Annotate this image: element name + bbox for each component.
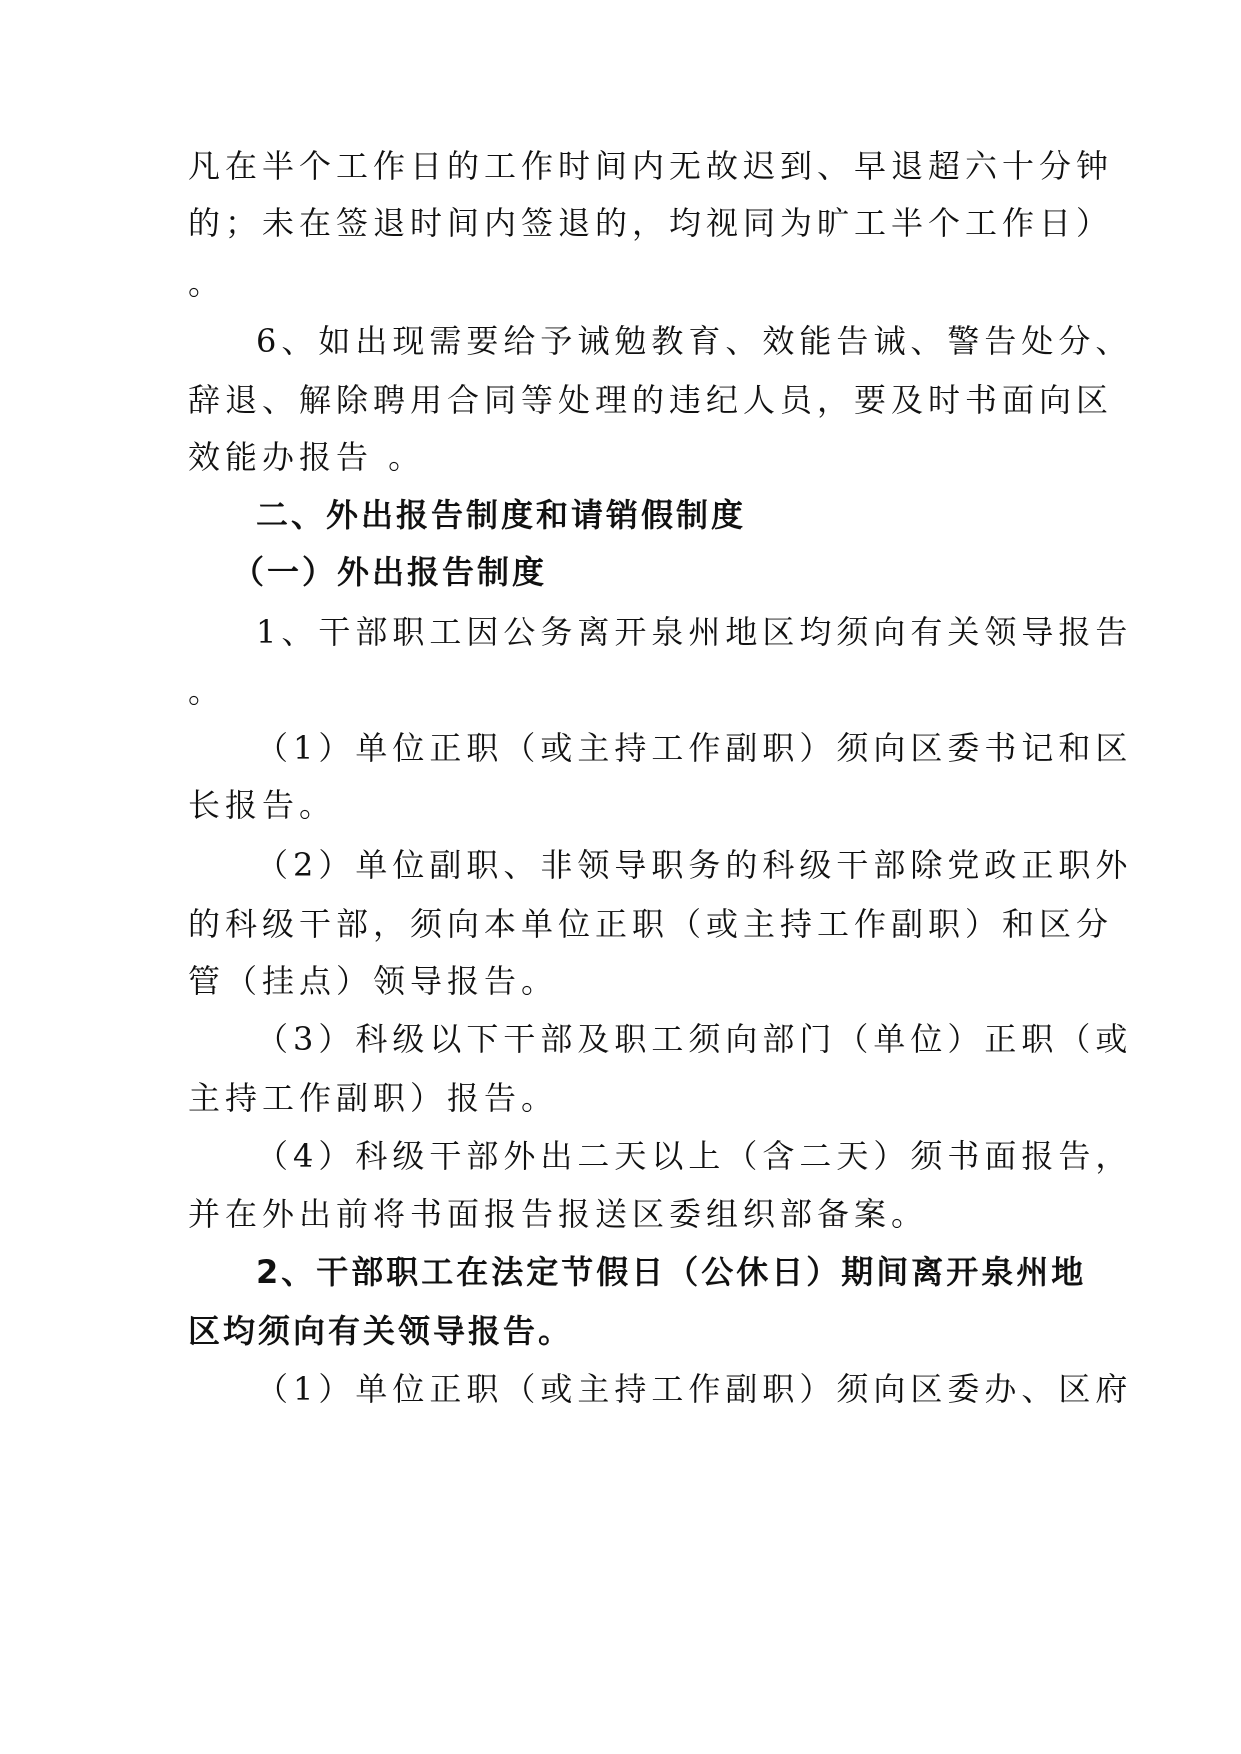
subsection-heading: （一）外出报告制度 — [232, 553, 548, 591]
paragraph-line: 凡在半个工作日的工作时间内无故迟到、早退超六十分钟 — [188, 147, 1114, 185]
paragraph-line: 1、干部职工因公务离开泉州地区均须向有关领导报告 — [256, 613, 1133, 651]
paragraph-line: 管（挂点）领导报告。 — [188, 962, 559, 1000]
paragraph-line: 效能办报告 。 — [188, 438, 426, 476]
paragraph-line: 长报告。 — [188, 786, 337, 824]
paragraph-line: 的科级干部，须向本单位正职（或主持工作副职）和区分 — [188, 905, 1114, 943]
paragraph-line: 。 — [188, 264, 226, 302]
paragraph-line: （2）单位副职、非领导职务的科级干部除党政正职外 — [256, 846, 1133, 884]
paragraph-line: 6、如出现需要给予诫勉教育、效能告诫、警告处分、 — [256, 322, 1133, 360]
section-heading: 二、外出报告制度和请销假制度 — [256, 496, 747, 534]
paragraph-line: 的；未在签退时间内签退的，均视同为旷工半个工作日） — [188, 204, 1114, 242]
paragraph-line: （3）科级以下干部及职工须向部门（单位）正职（或 — [256, 1020, 1133, 1058]
paragraph-line: （4）科级干部外出二天以上（含二天）须书面报告， — [256, 1137, 1133, 1175]
paragraph-line: （1）单位正职（或主持工作副职）须向区委办、区府 — [256, 1370, 1133, 1408]
paragraph-line: （1）单位正职（或主持工作副职）须向区委书记和区 — [256, 729, 1133, 767]
bold-paragraph-line: 2、干部职工在法定节假日（公休日）期间离开泉州地 — [256, 1253, 1087, 1291]
bold-paragraph-line: 区均须向有关领导报告。 — [188, 1312, 574, 1350]
paragraph-line: 并在外出前将书面报告报送区委组织部备案。 — [188, 1195, 929, 1233]
paragraph-line: 辞退、解除聘用合同等处理的违纪人员，要及时书面向区 — [188, 381, 1114, 419]
paragraph-line: 。 — [188, 672, 226, 710]
paragraph-line: 主持工作副职）报告。 — [188, 1079, 559, 1117]
